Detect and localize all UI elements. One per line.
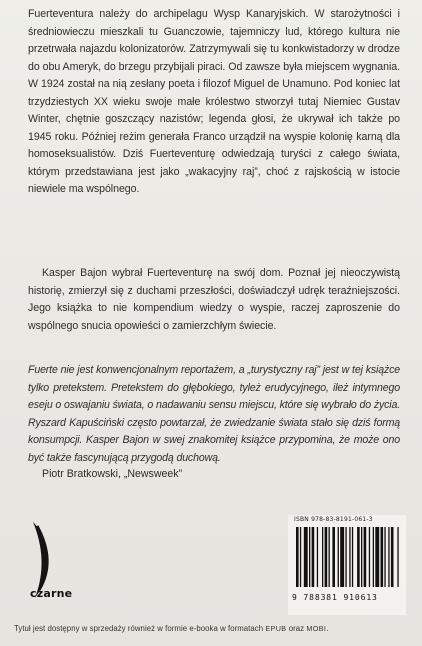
review-quote-author: Piotr Bratkowski, „Newsweek” — [42, 468, 183, 480]
review-quote: Fuerte nie jest konwencjonalnym reportażem, a „turystyczny raj” jest w tej książce tylko pretekstem. Pretekstem do głębokiego, tyleż erudycyjnego, ileż intymnego eseju o oswajaniu świata, o nadawaniu sensu miejscu, które się wybrało do życia. Ryszard Kapuściński często powtarzał, że zwiedzanie świata stało się dziś formą konsumpcji. Kasper Bajon w swej znakomitej książce przypomina, że może ono być także fascynującą przygodą duchową. — [28, 364, 400, 464]
ean-digits: 9 788381 910613 — [292, 593, 378, 602]
description-paragraph-1: Fuerteventura należy do archipelagu Wysp Kanaryjskich. W starożytności i średniowieczu mieszkali tu Guanczowie, tajemniczy lud, którego kultura nie przetrwała najazdu kolonizatorów. Zatrzymywali się tu konkwistadorzy w drodze do obu Ameryk, do brzegu przybijali piraci. Od zawsze była miejscem wygnania. W 1924 został na nią zesłany poeta i filozof Miguel de Unamuno. Pod koniec lat trzydziestych XX wieku swoje małe królestwo stworzył tutaj Niemiec Gustav Winter, chętnie goszczący nazistów; legenda głosi, że ukrywał ich także po 1945 roku. Później reżim generała Franco urządził na wyspie kolonię karną dla homoseksualistów. Dziś Fuerteventurę odwiedzają turyści z całego świata, którym przedstawiana jest jako „wakacyjny raj”, choć z rajskością w istocie niewiele ma wspólnego. — [28, 8, 400, 195]
publisher-name: czarne — [30, 587, 73, 600]
isbn-number: ISBN 978-83-8191-061-3 — [294, 516, 373, 523]
ebook-availability-note: Tytuł jest dostępny w sprzedaży również w formie e-booka w formatach EPUB oraz MOBI. — [14, 624, 329, 633]
barcode-block — [288, 515, 406, 615]
description-paragraph-2: Kasper Bajon wybrał Fuerteventurę na swój dom. Poznał jej nieoczywistą historię, zmierzył się z duchami przeszłości, doświadczył udręk teraźniejszości. Jego książka to nie kompendium wiedzy o wyspie, raczej zaproszenie do wspólnego snucia opowieści o zamierzchłym świecie. — [28, 267, 400, 332]
barcode-icon — [296, 527, 400, 587]
